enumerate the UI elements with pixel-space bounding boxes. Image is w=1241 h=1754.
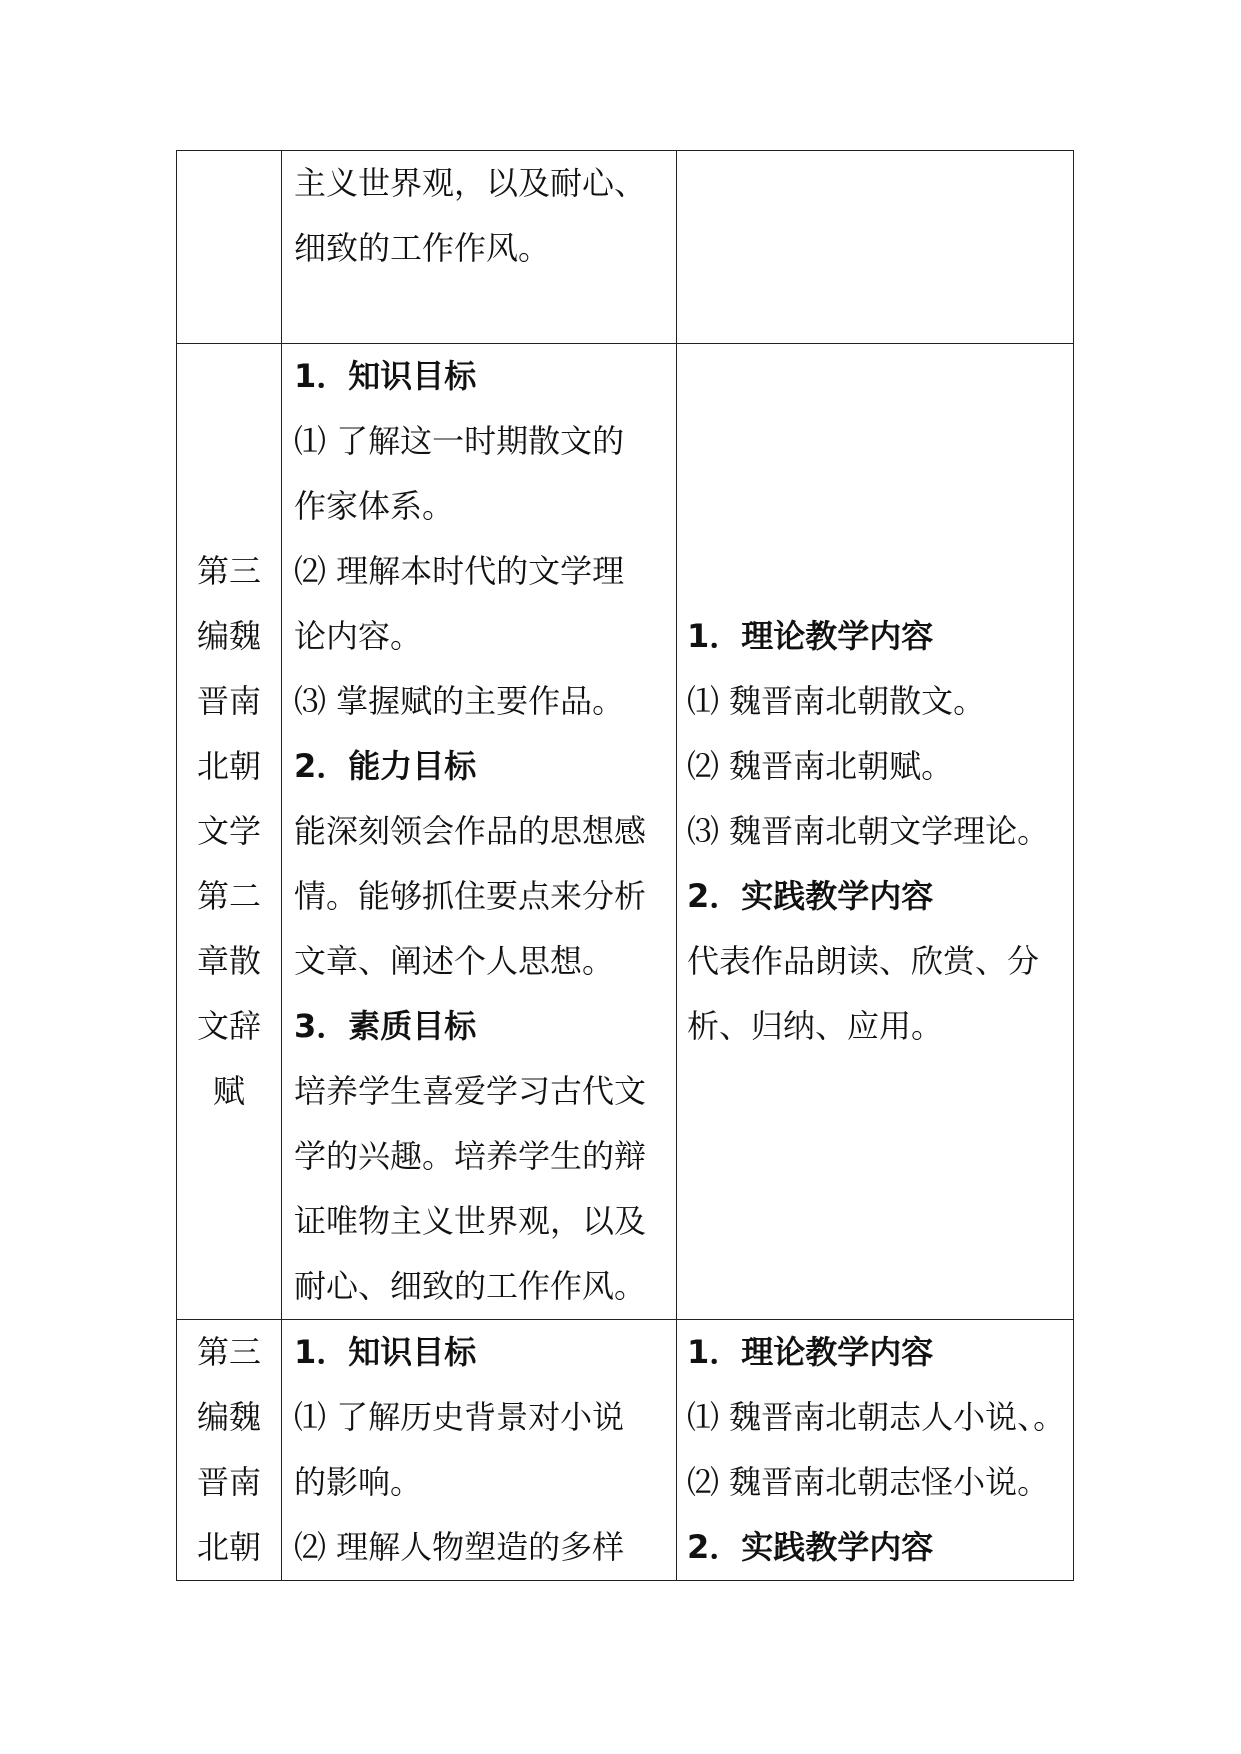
content-heading: 1．理论教学内容 (687, 617, 934, 655)
content-heading: 2．实践教学内容 (687, 877, 934, 915)
objective-line: 的影响。 (294, 1463, 423, 1501)
syllabus-table (176, 150, 1074, 1581)
chapter-title-line: 第二 (196, 877, 261, 915)
objective-heading: 2．能力目标 (294, 747, 477, 785)
chapter-cell (177, 151, 282, 344)
chapter-title-line: 编魏 (196, 617, 261, 655)
objective-line: 证唯物主义世界观，以及 (294, 1202, 647, 1240)
objectives-cell (282, 151, 677, 344)
table-row (177, 1320, 1074, 1581)
objective-line: 作家体系。 (294, 487, 455, 525)
content-line: ⑴ 魏晋南北朝志人小说、。 (687, 1398, 1066, 1436)
chapter-cell (177, 1320, 282, 1581)
objective-heading: 1．知识目标 (294, 357, 477, 395)
objective-line: ⑴ 了解这一时期散文的 (294, 422, 625, 460)
content-heading: 2．实践教学内容 (687, 1528, 934, 1566)
chapter-title-line: 晋南 (196, 682, 261, 720)
objective-line: 耐心、细致的工作作风。 (294, 1267, 647, 1305)
objective-line: 学的兴趣。培养学生的辩 (294, 1137, 647, 1175)
content-line: ⑶ 魏晋南北朝文学理论。 (687, 812, 1050, 850)
content-line: ⑵ 魏晋南北朝志怪小说。 (687, 1463, 1050, 1501)
table-row (177, 344, 1074, 1320)
chapter-title-line: 北朝 (196, 747, 261, 785)
chapter-title-line: 赋 (212, 1072, 245, 1110)
content-heading: 1．理论教学内容 (687, 1333, 934, 1371)
objective-line: 主义世界观，以及耐心、 (294, 164, 647, 202)
content-line: 代表作品朗读、欣赏、分 (687, 942, 1040, 980)
content-line: ⑴ 魏晋南北朝散文。 (687, 682, 986, 720)
objective-line: 情。能够抓住要点来分析 (294, 877, 647, 915)
chapter-title-line: 第三 (196, 1333, 261, 1371)
chapter-title-line: 北朝 (196, 1528, 261, 1566)
content-cell (677, 1320, 1074, 1581)
chapter-title-line: 章散 (196, 942, 261, 980)
objective-line: ⑵ 理解人物塑造的多样 (294, 1528, 625, 1566)
objectives-cell (282, 1320, 677, 1581)
chapter-title-line: 晋南 (196, 1463, 261, 1501)
chapter-title-line: 编魏 (196, 1398, 261, 1436)
content-line: 析、归纳、应用。 (687, 1007, 944, 1045)
chapter-title-line: 第三 (196, 552, 261, 590)
objective-line: ⑵ 理解本时代的文学理 (294, 552, 625, 590)
chapter-title-line: 文学 (196, 812, 261, 850)
table-row (177, 151, 1074, 344)
chapter-title-line: 文辞 (196, 1007, 261, 1045)
objective-line: 能深刻领会作品的思想感 (294, 812, 647, 850)
objective-line: 细致的工作作风。 (294, 229, 551, 267)
chapter-cell (177, 344, 282, 1320)
objective-line: ⑴ 了解历史背景对小说 (294, 1398, 625, 1436)
objective-heading: 1．知识目标 (294, 1333, 477, 1371)
objectives-cell (282, 344, 677, 1320)
objective-line: ⑶ 掌握赋的主要作品。 (294, 682, 625, 720)
objective-line: 文章、阐述个人思想。 (294, 942, 615, 980)
objective-heading: 3．素质目标 (294, 1007, 477, 1045)
content-cell (677, 344, 1074, 1320)
objective-line: 论内容。 (294, 617, 423, 655)
objective-line: 培养学生喜爱学习古代文 (294, 1072, 647, 1110)
content-cell (677, 151, 1074, 344)
content-line: ⑵ 魏晋南北朝赋。 (687, 747, 954, 785)
